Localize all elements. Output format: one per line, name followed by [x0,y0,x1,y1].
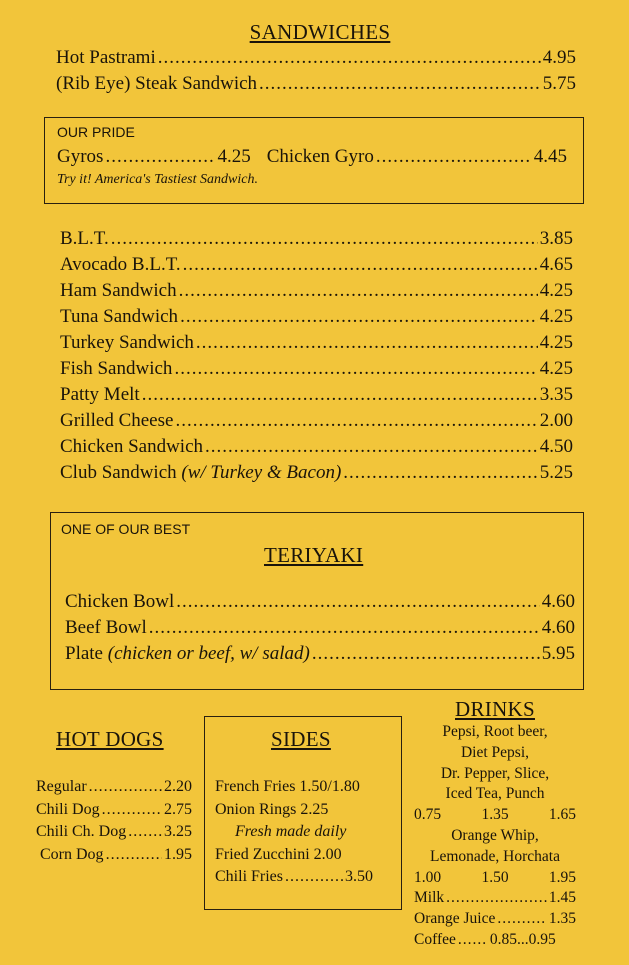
our-pride-tagline: Try it! America's Tastiest Sandwich. [57,172,258,187]
menu-item: Chili Fries ..... 3.50 [215,866,373,889]
menu-item: Patty Melt ..... 3.35 [60,382,573,408]
menu-item: Chicken Sandwich ..... 4.50 [60,434,573,460]
soda-prices: 0.75 1.35 1.65 [414,806,576,824]
menu-item: Tuna Sandwich ..... 4.25 [60,304,573,330]
soda-line: Dr. Pepper, Slice, [440,764,550,782]
teriyaki-list [65,589,575,667]
menu-item: Hot Pastrami ..... 4.95 [56,45,576,71]
sandwich-top-list [56,45,576,97]
menu-item: Fish Sandwich ..... 4.25 [60,356,573,382]
sandwich-list [60,226,573,486]
menu-item: Coffee ..... 0.85...0.95 [414,930,576,951]
sides-heading: SIDES [271,727,331,751]
our-pride-box [44,117,584,204]
menu-item: Chili Ch. Dog ..... 3.25 [36,821,192,844]
whip-prices: 1.00 1.50 1.95 [414,868,576,886]
menu-item: Milk ..... 1.45 [414,888,576,909]
menu-item: (Rib Eye) Steak Sandwich ..... 5.75 [56,71,576,97]
soda-line: Diet Pepsi, [460,743,530,761]
menu-item: B.L.T. ..... 3.85 [60,226,573,252]
teriyaki-heading: TERIYAKI [264,543,364,567]
menu-item: Fried Zucchini 2.00 [215,845,342,863]
menu-item: Beef Bowl ..... 4.60 [65,615,575,641]
menu-item: Regular ..... 2.20 [36,776,192,799]
menu-item: Plate (chicken or beef, w/ salad) ..... 5.95 [65,641,575,667]
our-pride-label: OUR PRIDE [57,124,135,140]
sides-box [204,716,402,910]
fresh-note: Fresh made daily [235,823,347,841]
menu-item: Corn Dog ..... 1.95 [36,844,192,867]
drinks-list [414,722,576,951]
menu-item: Ham Sandwich ..... 4.25 [60,278,573,304]
teriyaki-box [50,512,584,690]
hot-dogs-list [36,776,192,866]
menu-item: Chicken Bowl ..... 4.60 [65,589,575,615]
menu-item: Avocado B.L.T. ..... 4.65 [60,252,573,278]
menu-item: Onion Rings 2.25 [215,800,329,818]
sides-list [215,776,395,889]
menu-item: Chili Dog ..... 2.75 [36,799,192,822]
soda-line: Pepsi, Root beer, [442,723,548,740]
teriyaki-label: ONE OF OUR BEST [61,521,191,537]
hot-dogs-heading: HOT DOGS [56,727,164,751]
menu-item: Club Sandwich (w/ Turkey & Bacon) ..... 5.25 [60,460,573,486]
menu-item: Turkey Sandwich ..... 4.25 [60,330,573,356]
menu-item: Grilled Cheese ..... 2.00 [60,408,573,434]
whip-line: Orange Whip, [451,826,539,844]
whip-line: Lemonade, Horchata [430,847,560,865]
sandwiches-heading: SANDWICHES [249,20,391,44]
gyro-row: Gyros ..... 4.25 Chicken Gyro ..... 4.45 [57,144,567,170]
drinks-heading: DRINKS [455,697,535,721]
menu-item: French Fries 1.50/1.80 [215,778,360,795]
menu-item: Orange Juice ..... 1.35 [414,909,576,930]
soda-line: Iced Tea, Punch [445,785,545,803]
